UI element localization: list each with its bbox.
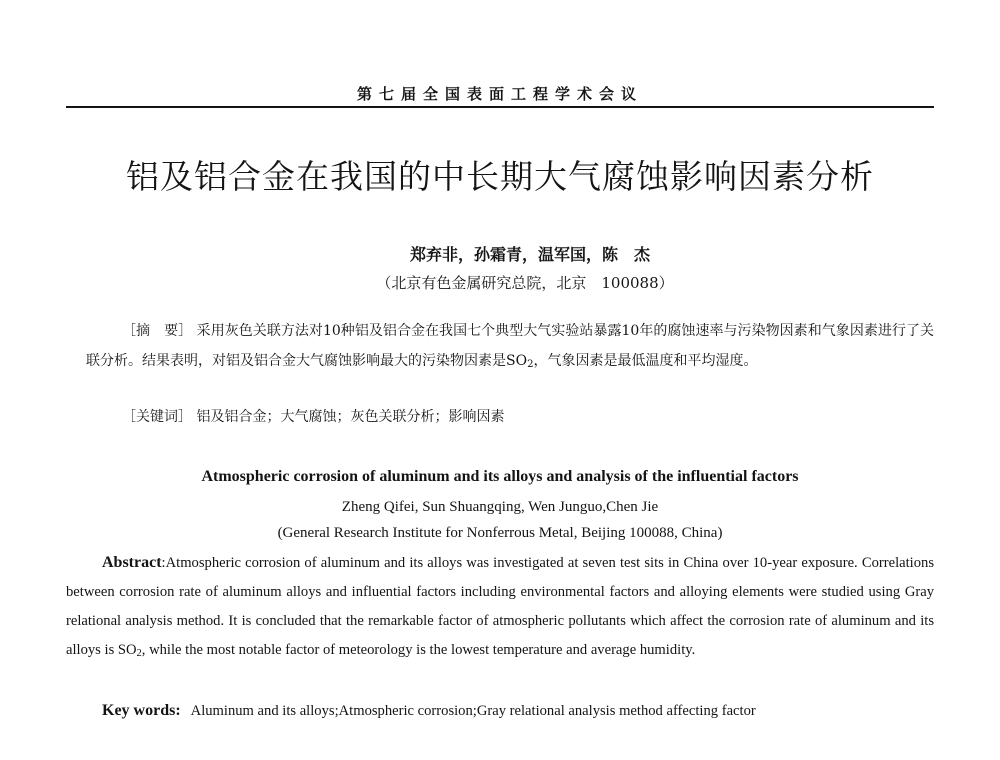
abstract-cn-text-after: ，气象因素是最低温度和平均湿度。 — [533, 353, 758, 369]
abstract-en — [66, 548, 934, 668]
keywords-en — [102, 700, 934, 722]
paper-title-cn: 铝及铝合金在我国的中长期大气腐蚀影响因素分析 — [126, 157, 874, 196]
keywords-en-label: Key words: — [102, 702, 181, 719]
affiliation-cn: （北京有色金属研究总院，北京 100088） — [376, 274, 674, 292]
keywords-en-text: Aluminum and its alloys;Atmospheric corrosion;Gray relational analysis method affecting factor — [190, 703, 756, 719]
abstract-en-label: Abstract — [102, 554, 162, 571]
keywords-cn-label: ［关键词］ — [122, 409, 192, 425]
abstract-cn-label: ［摘 要］ — [122, 323, 193, 339]
abstract-cn-text-before: 采用灰色关联方法对10种铝及铝合金在我国七个典型大气实验站暴露10年的腐蚀速率与污染物因素和气象因素进行了关联分析。结果表明，对铝及铝合金大气腐蚀影响最大的污染物因素是SO — [86, 323, 934, 369]
abstract-en-text-before: :Atmospheric corrosion of aluminum and its alloys was investigated at seven test sits in China over 10-year exposure. Correlations between corrosion rate of aluminum alloys and influential factors including environmental factors and alloying elements were studied using Gray relational analysis method. It is concluded that the remarkable factor of atmospheric pollutants which affect the corrosion rate of aluminum and its alloys is SO — [66, 555, 934, 658]
abstract-cn — [86, 316, 934, 380]
affiliation-en: (General Research Institute for Nonferrous Metal, Beijing 100088, China) — [277, 525, 723, 541]
abstract-en-subscript: 2 — [136, 648, 142, 660]
authors-en: Zheng Qifei, Sun Shuangqing, Wen Junguo,Chen Jie — [341, 499, 659, 515]
keywords-cn-text: 铝及铝合金；大气腐蚀；灰色关联分析；影响因素 — [196, 409, 505, 425]
abstract-en-text-after: , while the most notable factor of meteorology is the lowest temperature and average humidity. — [141, 642, 696, 658]
keywords-cn — [122, 402, 934, 432]
authors-cn: 郑弃非，孙霜青，温军国，陈 杰 — [409, 245, 650, 264]
running-head: 第七届全国表面工程学术会议 — [356, 85, 643, 103]
header-rule — [66, 106, 934, 108]
abstract-cn-subscript: 2 — [527, 359, 534, 371]
paper-title-en: Atmospheric corrosion of aluminum and its alloys and analysis of the influential factors — [201, 468, 799, 485]
